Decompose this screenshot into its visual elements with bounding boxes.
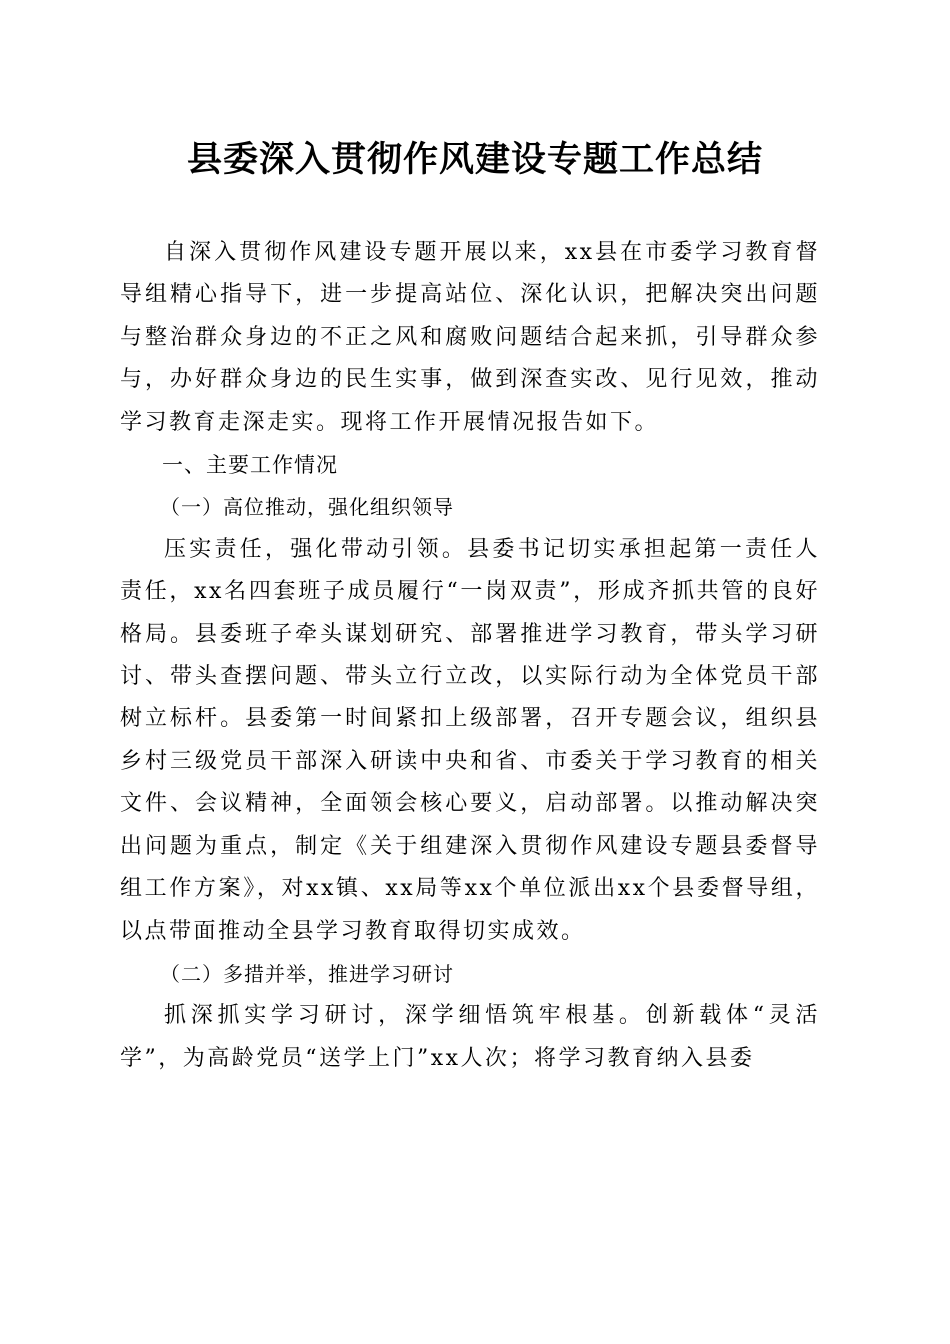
intro-paragraph: 自深入贯彻作风建设专题开展以来，xx县在市委学习教育督导组精心指导下，进一步提高站位、深化认识，把解决突出问题与整治群众身边的不正之风和腐败问题结合起来抓，引导群众参与，办好群众身边的民生实事，做到深查实改、见行见效，推动学习教育走深走实。现将工作开展情况报告如下。 xyxy=(120,240,820,435)
leadership-paragraph: 压实责任，强化带动引领。县委书记切实承担起第一责任人责任，xx名四套班子成员履行“一岗双责”，形成齐抓共管的良好格局。县委班子牵头谋划研究、部署推进学习教育，带头学习研讨、带头查摆问题、带头立行立改，以实际行动为全体党员干部树立标杆。县委第一时间紧扣上级部署，召开专题会议，组织县乡村三级党员干部深入研读中央和省、市委关于学习教育的相关文件、会议精神，全面领会核心要义，启动部署。以推动解决突出问题为重点，制定《关于组建深入贯彻作风建设专题县委督导组工作方案》，对xx镇、xx局等xx个单位派出xx个县委督导组，以点带面推动全县学习教育取得切实成效。 xyxy=(120,536,820,944)
study-paragraph: 抓深抓实学习研讨，深学细悟筑牢根基。创新载体“灵活学”，为高龄党员“送学上门”xx人次；将学习教育纳入县委 xyxy=(120,1003,820,1071)
subsection-heading-study: （二）多措并举，推进学习研讨 xyxy=(160,961,454,986)
section-heading-main-work: 一、主要工作情况 xyxy=(162,453,338,478)
document-title: 县委深入贯彻作风建设专题工作总结 xyxy=(186,140,763,180)
document-body xyxy=(120,232,820,1080)
subsection-heading-leadership: （一）高位推动，强化组织领导 xyxy=(160,495,454,520)
